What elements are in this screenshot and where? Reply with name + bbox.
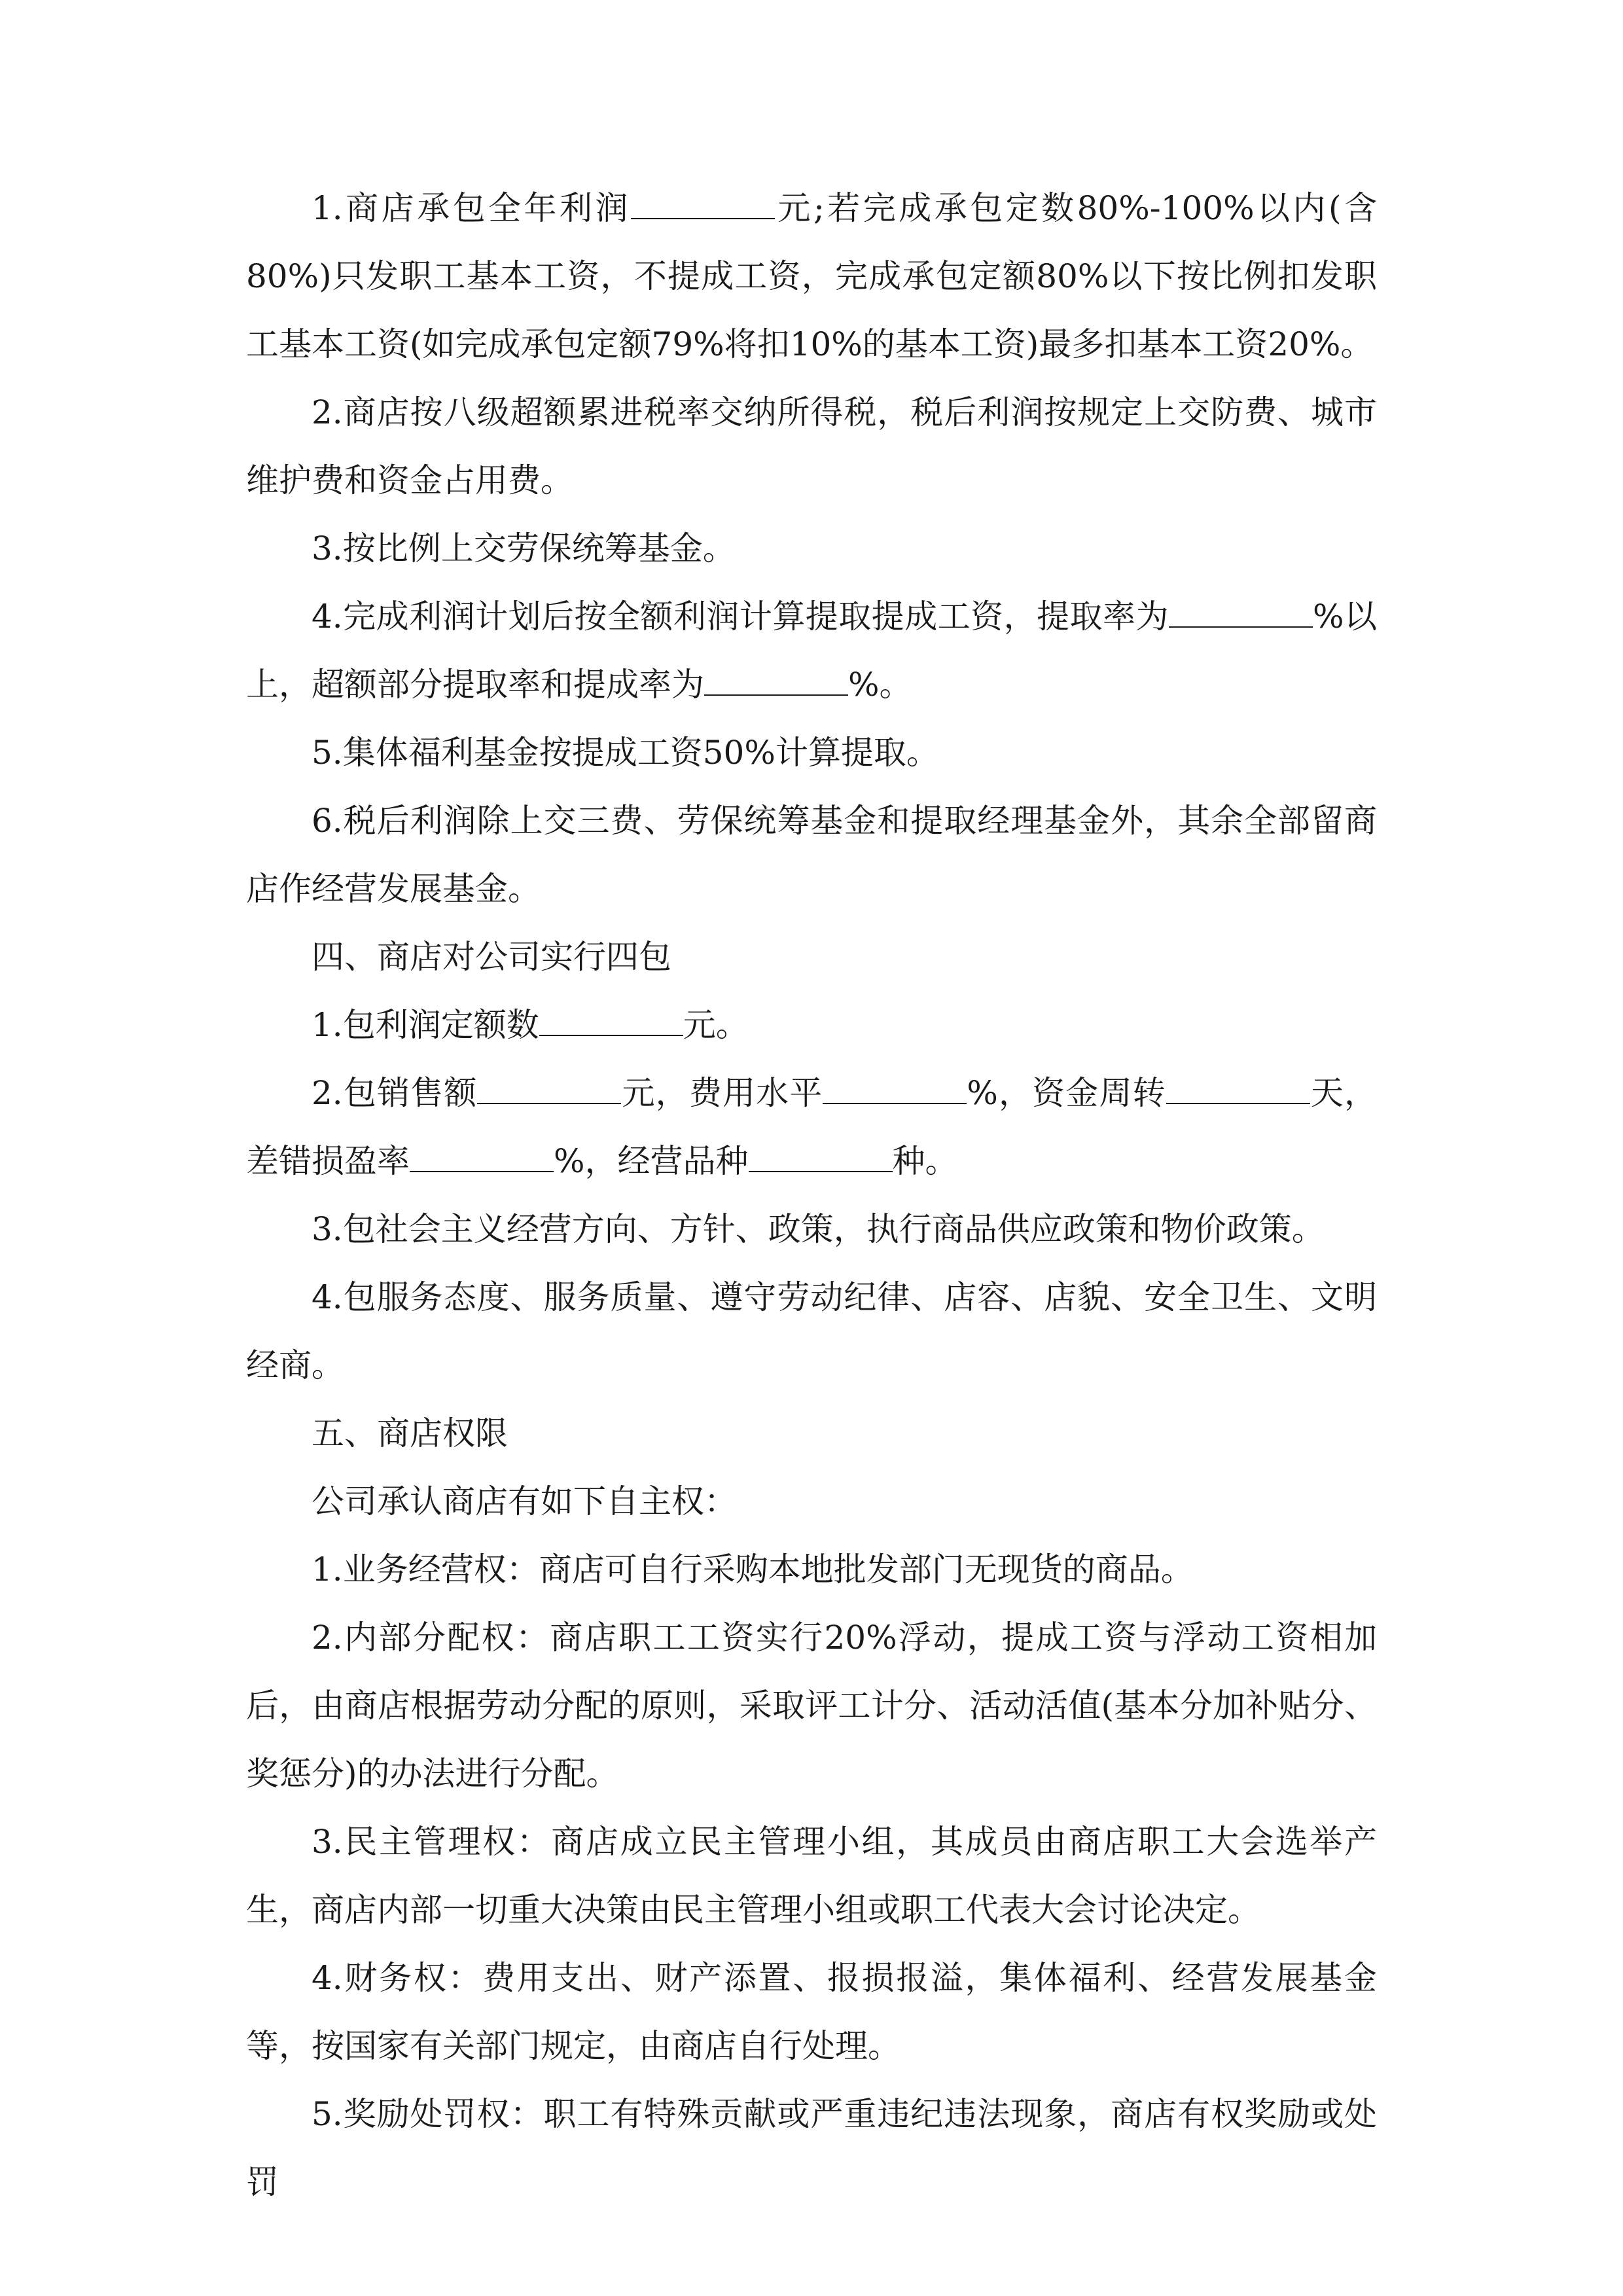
paragraph-10: [246, 1263, 1377, 1399]
paragraph-2: [246, 378, 1377, 514]
paragraph-text: 2.内部分配权：商店职工工资实行20%浮动，提成工资与浮动工资相加后，由商店根据劳动分配的原则，采取评工计分、活动活值(基本分加补贴分、奖惩分)的办法进行分配。: [246, 1619, 1377, 1793]
section-heading-5: [246, 1399, 1377, 1467]
paragraph-text: %。: [848, 666, 912, 704]
fill-in-blank: [1169, 600, 1313, 628]
paragraph-text: 4.财务权：费用支出、财产添置、报损报溢，集体福利、经营发展基金等，按国家有关部门规定，由商店自行处理。: [246, 1959, 1377, 2065]
section-heading-4: [246, 923, 1377, 991]
paragraph-3: [246, 514, 1377, 583]
heading-text: 四、商店对公司实行四包: [312, 938, 671, 976]
paragraph-text: 5.集体福利基金按提成工资50%计算提取。: [312, 734, 939, 772]
paragraph-text: 1.业务经营权：商店可自行采购本地批发部门无现货的商品。: [312, 1551, 1194, 1588]
paragraph-text: %，资金周转: [967, 1074, 1166, 1112]
paragraph-text: 4.完成利润计划后按全额利润计算提取提成工资，提取率为: [312, 598, 1169, 636]
fill-in-blank: [477, 1077, 621, 1104]
paragraph-11: [246, 1467, 1377, 1535]
paragraph-text: 天，差错损盈率: [246, 1074, 1377, 1180]
paragraph-text: 3.按比例上交劳保统筹基金。: [312, 529, 736, 567]
fill-in-blank: [749, 1145, 893, 1172]
paragraph-text: 3.包社会主义经营方向、方针、政策，执行商品供应政策和物价政策。: [312, 1210, 1325, 1248]
paragraph-text: 公司承认商店有如下自主权：: [312, 1482, 737, 1520]
paragraph-9: [246, 1195, 1377, 1263]
paragraph-text: 4.包服务态度、服务质量、遵守劳动纪律、店容、店貌、安全卫生、文明经商。: [246, 1278, 1377, 1384]
paragraph-text: 1.包利润定额数: [312, 1006, 539, 1044]
paragraph-15: [246, 1944, 1377, 2080]
paragraph-text: 6.税后利润除上交三费、劳保统筹基金和提取经理基金外，其余全部留商店作经营发展基金。: [246, 802, 1377, 908]
paragraph-text: 1.商店承包全年利润: [312, 189, 631, 227]
fill-in-blank: [1166, 1077, 1310, 1104]
paragraph-5: [246, 719, 1377, 787]
paragraph-16: [246, 2080, 1377, 2216]
paragraph-8: [246, 1059, 1377, 1195]
paragraph-text: 2.商店按八级超额累进税率交纳所得税，税后利润按规定上交防费、城市维护费和资金占用费。: [246, 393, 1377, 499]
paragraph-text: 元，费用水平: [621, 1074, 823, 1112]
fill-in-blank: [410, 1145, 554, 1172]
paragraph-text: 2.包销售额: [312, 1074, 478, 1112]
fill-in-blank: [631, 192, 775, 219]
heading-text: 五、商店权限: [312, 1414, 508, 1452]
paragraph-4: [246, 583, 1377, 719]
fill-in-blank: [823, 1077, 967, 1104]
paragraph-13: [246, 1604, 1377, 1808]
paragraph-text: 元;若完成承包定数80%-100%以内(含80%)只发职工基本工资，不提成工资，完成承包定额80%以下按比例扣发职工基本工资(如完成承包定额79%将扣10%的基本工资)最多扣基本工资20%。: [246, 189, 1377, 363]
fill-in-blank: [704, 668, 848, 696]
paragraph-text: %，经营品种: [554, 1142, 749, 1180]
paragraph-text: 元。: [683, 1006, 749, 1044]
paragraph-text: 种。: [892, 1142, 958, 1180]
paragraph-12: [246, 1535, 1377, 1604]
document-body: [246, 174, 1377, 2216]
paragraph-14: [246, 1808, 1377, 1944]
paragraph-7: [246, 991, 1377, 1059]
paragraph-text: 5.奖励处罚权：职工有特殊贡献或严重违纪违法现象，商店有权奖励或处罚: [246, 2095, 1377, 2201]
paragraph-text: 3.民主管理权：商店成立民主管理小组，其成员由商店职工大会选举产生，商店内部一切重大决策由民主管理小组或职工代表大会讨论决定。: [246, 1823, 1377, 1929]
fill-in-blank: [539, 1009, 683, 1036]
paragraph-6: [246, 787, 1377, 923]
paragraph-text: %以上，超额部分提取率和提成率为: [246, 598, 1377, 704]
paragraph-1: [246, 174, 1377, 378]
